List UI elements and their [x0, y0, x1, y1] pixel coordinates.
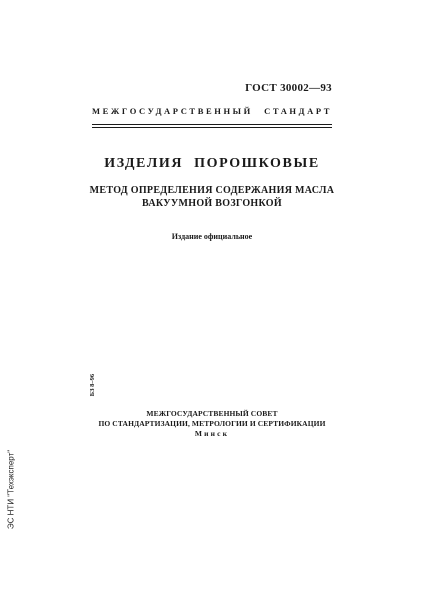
publisher-city: Минск — [194, 429, 230, 438]
standard-kind-right: СТАНДАРТ — [264, 106, 332, 116]
side-code: БЗ 8–96 — [89, 373, 96, 397]
publisher-line: ПО СТАНДАРТИЗАЦИИ, МЕТРОЛОГИИ И СЕРТИФИКАЦИИ — [98, 419, 326, 428]
document-title: ИЗДЕЛИЯ ПОРОШКОВЫЕ — [104, 156, 320, 171]
document-number: ГОСТ 30002—93 — [245, 82, 332, 94]
publisher-block — [0, 409, 424, 439]
standard-kind-left: МЕЖГОСУДАРСТВЕННЫЙ — [92, 106, 253, 116]
header-divider-top — [92, 124, 332, 125]
header-divider-bottom — [92, 127, 332, 128]
subtitle-line: МЕТОД ОПРЕДЕЛЕНИЯ СОДЕРЖАНИЯ МАСЛА — [89, 185, 335, 196]
subtitle-line: ВАКУУМНОЙ ВОЗГОНКОЙ — [142, 198, 282, 209]
document-subtitle — [0, 184, 424, 210]
watermark: ЭС НТИ "Техэксперт" — [6, 449, 16, 530]
publisher-line: МЕЖГОСУДАРСТВЕННЫЙ СОВЕТ — [146, 409, 278, 418]
standard-kind-line — [92, 106, 332, 116]
edition-label: Издание официальное — [171, 232, 253, 241]
